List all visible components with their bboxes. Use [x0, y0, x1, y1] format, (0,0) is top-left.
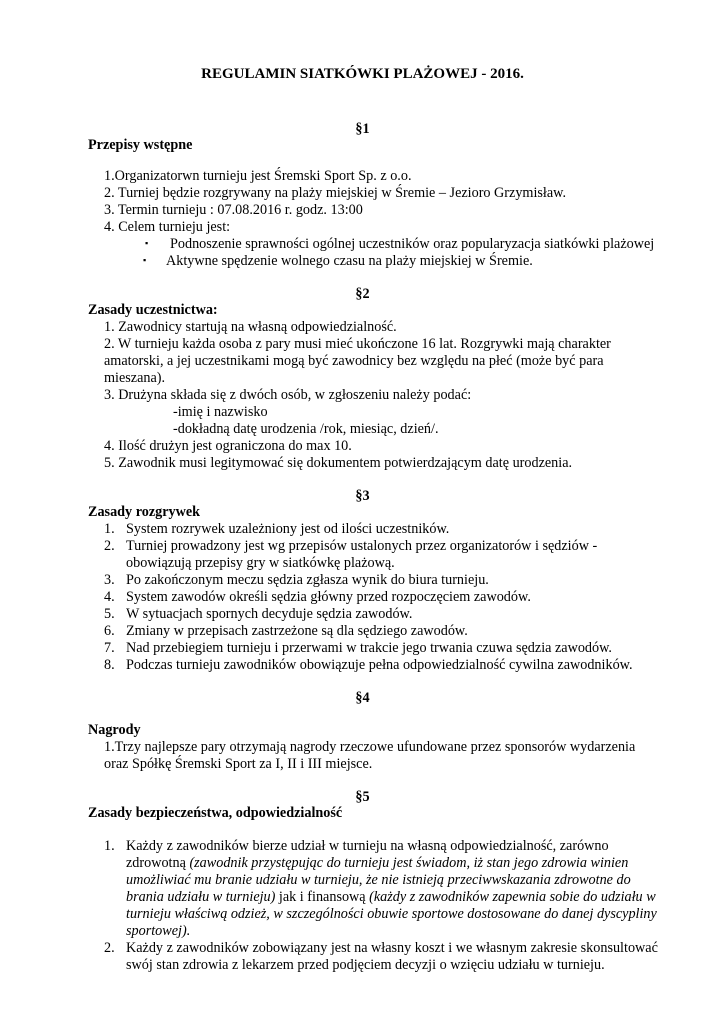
section-1-heading: Przepisy wstępne	[88, 137, 193, 153]
list-item: 8. Podczas turnieju zawodników obowiązuje pełna odpowiedzialność cywilna zawodników.	[104, 657, 633, 673]
list-item: 4. System zawodów określi sędzia główny przed rozpoczęciem zawodów.	[104, 589, 531, 605]
s4-line-1: 1.Trzy najlepsze pary otrzymają nagrody rzeczowe ufundowane przez sponsorów wydarzenia	[104, 739, 636, 755]
section-4-heading: Nagrody	[88, 722, 141, 738]
s2-line-8: 4. Ilość drużyn jest ograniczona do max 10.	[104, 438, 352, 454]
list-item: 3. Po zakończonym meczu sędzia zgłasza wynik do biura turnieju.	[104, 572, 489, 588]
s1-bullet-1: Podnoszenie sprawności ogólnej uczestników oraz popularyzacja siatkówki plażowej	[170, 236, 655, 252]
list-item: 6. Zmiany w przepisach zastrzeżone są dla sędziego zawodów.	[104, 623, 468, 639]
document-title: REGULAMIN SIATKÓWKI PLAŻOWEJ - 2016.	[201, 66, 524, 82]
s2-line-7: -dokładną datę urodzenia /rok, miesiąc, dzień/.	[173, 421, 439, 437]
s4-line-2: oraz Spółkę Śremski Sport za I, II i III miejsce.	[104, 756, 373, 772]
list-item: obowiązują przepisy gry w siatkówkę plażową.	[126, 555, 395, 571]
s2-line-4: mieszana).	[104, 370, 166, 386]
s5-item-1-line-2: zdrowotną (zawodnik przystępując do turnieju jest świadom, iż stan jego zdrowia winien	[126, 855, 629, 871]
s2-line-3: amatorski, a jej uczestnikami mogą być zawodnicy bez względu na płeć (może być para	[104, 353, 604, 369]
s2-line-6: -imię i nazwisko	[173, 404, 268, 420]
section-5-heading: Zasady bezpieczeństwa, odpowiedzialność	[88, 805, 343, 821]
section-3-heading: Zasady rozgrywek	[88, 504, 201, 520]
s1-line-1: 1.Organizatorwn turnieju jest Śremski Sport Sp. z o.o.	[104, 168, 412, 184]
s5-item-1-line-3: umożliwiać mu branie udziału w turnieju, że nie istnieją przeciwwskazania zdrowotne do	[126, 872, 631, 888]
s2-line-9: 5. Zawodnik musi legitymować się dokumentem potwierdzającym datę urodzenia.	[104, 455, 573, 471]
list-item: 7. Nad przebiegiem turnieju i przerwami w trakcie jego trwania czuwa sędzia zawodów.	[104, 640, 612, 656]
section-1-mark: §1	[355, 121, 370, 137]
section-3-mark: §3	[355, 488, 370, 504]
section-4-mark: §4	[355, 690, 370, 706]
s2-line-5: 3. Drużyna składa się z dwóch osób, w zgłoszeniu należy podać:	[104, 387, 472, 403]
s5-item-1-line-5: turnieju właściwą odzież, w szczególności obuwie sportowe dostosowane do danej dyscypliny	[126, 906, 657, 922]
section-2-mark: §2	[355, 286, 370, 302]
s5-item-1-number: 1.	[104, 838, 115, 854]
s1-line-3: 3. Termin turnieju : 07.08.2016 r. godz. 13:00	[104, 202, 363, 218]
list-item: 1. System rozrywek uzależniony jest od ilości uczestników.	[104, 521, 450, 537]
bullet-icon: ▪	[145, 238, 149, 248]
s5-item-2-line-2: swój stan zdrowia z lekarzem przed podjęciem decyzji o wzięciu udziału w turnieju.	[126, 957, 605, 973]
s5-item-2-line-1: Każdy z zawodników zobowiązany jest na własny koszt i we własnym zakresie skonsultować	[126, 940, 658, 956]
bullet-icon: ▪	[143, 255, 147, 265]
s1-line-2: 2. Turniej będzie rozgrywany na plaży miejskiej w Śremie – Jezioro Grzymisław.	[104, 185, 567, 201]
section-2-heading: Zasady uczestnictwa:	[88, 302, 218, 318]
s5-item-1-line-6: sportowej).	[126, 923, 191, 939]
s2-line-2: 2. W turnieju każda osoba z pary musi mieć ukończone 16 lat. Rozgrywki mają charakter	[104, 336, 611, 352]
s5-item-1-line-4: brania udziału w turnieju) jak i finansową (każdy z zawodników zapewnia sobie do udziału w	[126, 889, 656, 905]
s5-item-2-number: 2.	[104, 940, 115, 956]
s1-line-4: 4. Celem turnieju jest:	[104, 219, 231, 235]
list-item: 5. W sytuacjach spornych decyduje sędzia zawodów.	[104, 606, 413, 622]
s5-item-1-line-1: Każdy z zawodników bierze udział w turnieju na własną odpowiedzialność, zarówno	[126, 838, 609, 854]
s1-bullet-2: Aktywne spędzenie wolnego czasu na plaży miejskiej w Śremie.	[166, 253, 533, 269]
section-5-mark: §5	[355, 789, 370, 805]
list-item: 2. Turniej prowadzony jest wg przepisów ustalonych przez organizatorów i sędziów -	[104, 538, 598, 554]
s2-line-1: 1. Zawodnicy startują na własną odpowiedzialność.	[104, 319, 397, 335]
